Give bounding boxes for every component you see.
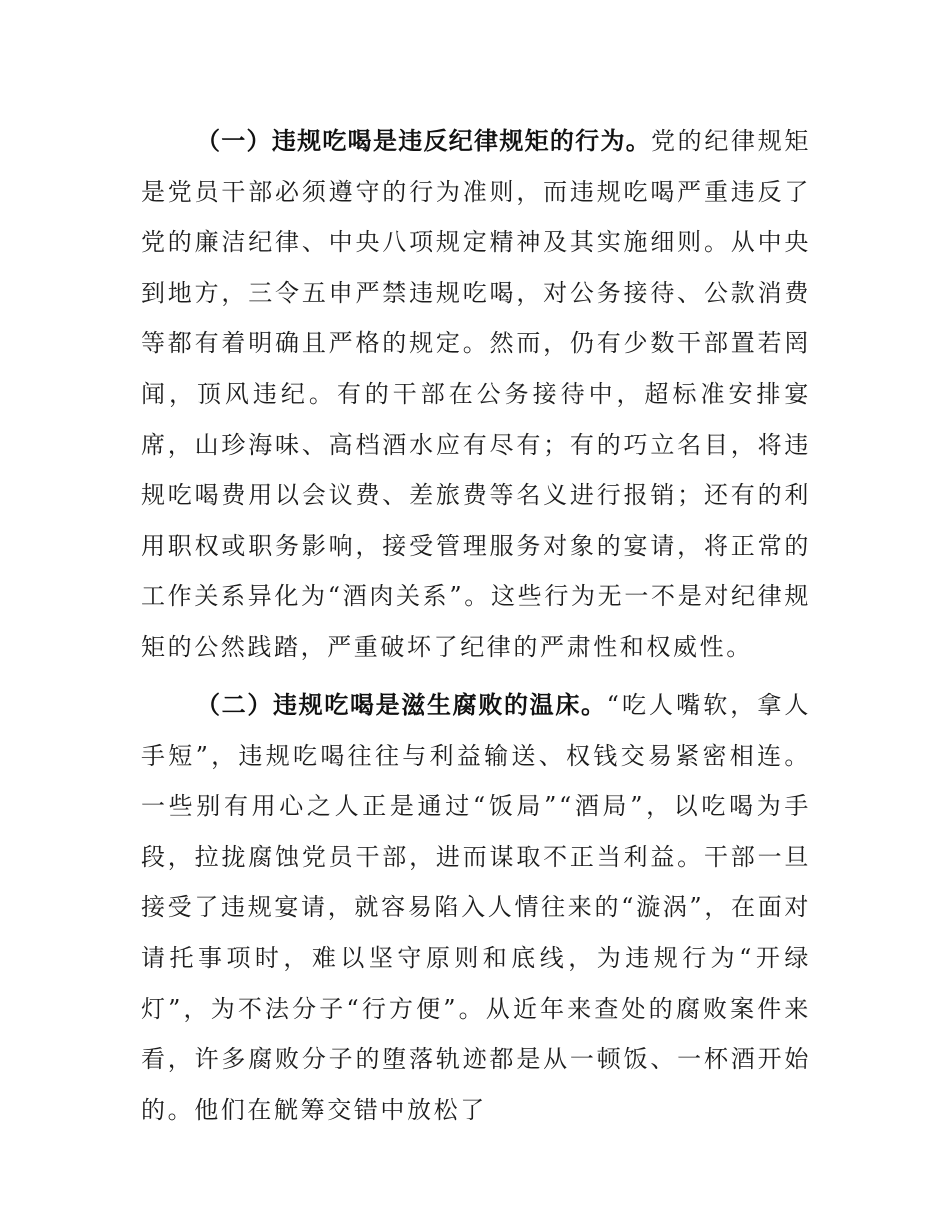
section-1-body: 党的纪律规矩是党员干部必须遵守的行为准则，而违规吃喝严重违反了党的廉洁纪律、中央八项规定精神及其实施细则。从中央到地方，三令五申严禁违规吃喝，对公务接待、公款消费等都有着明确且严格的规定。然而，仍有少数干部置若罔闻，顶风违纪。有的干部在公务接待中，超标准安排宴席，山珍海味、高档酒水应有尽有；有的巧立名目，将违规吃喝费用以会议费、差旅费等名义进行报销；还有的利用职权或职务影响，接受管理服务对象的宴请，将正常的工作关系异化为“酒肉关系”。这些行为无一不是对纪律规矩的公然践踏，严重破坏了纪律的严肃性和权威性。: [141, 127, 811, 661]
section-2-heading: （二）违规吃喝是滋生腐败的温床。: [196, 691, 607, 719]
paragraph-section-1: [141, 116, 811, 673]
section-2-body: “吃人嘴软，拿人手短”，违规吃喝往往与利益输送、权钱交易紧密相连。一些别有用心之人正是通过“饭局”“酒局”，以吃喝为手段，拉拢腐蚀党员干部，进而谋取不正当利益。干部一旦接受了违规宴请，就容易陷入人情往来的“漩涡”，在面对请托事项时，难以坚守原则和底线，为违规行为“开绿灯”，为不法分子“行方便”。从近年来查处的腐败案件来看，许多腐败分子的堕落轨迹都是从一顿饭、一杯酒开始的。他们在觥筹交错中放松了: [141, 691, 811, 1124]
section-1-heading: （一）违规吃喝是违反纪律规矩的行为。: [196, 127, 651, 155]
paragraph-section-2: [141, 680, 811, 1135]
